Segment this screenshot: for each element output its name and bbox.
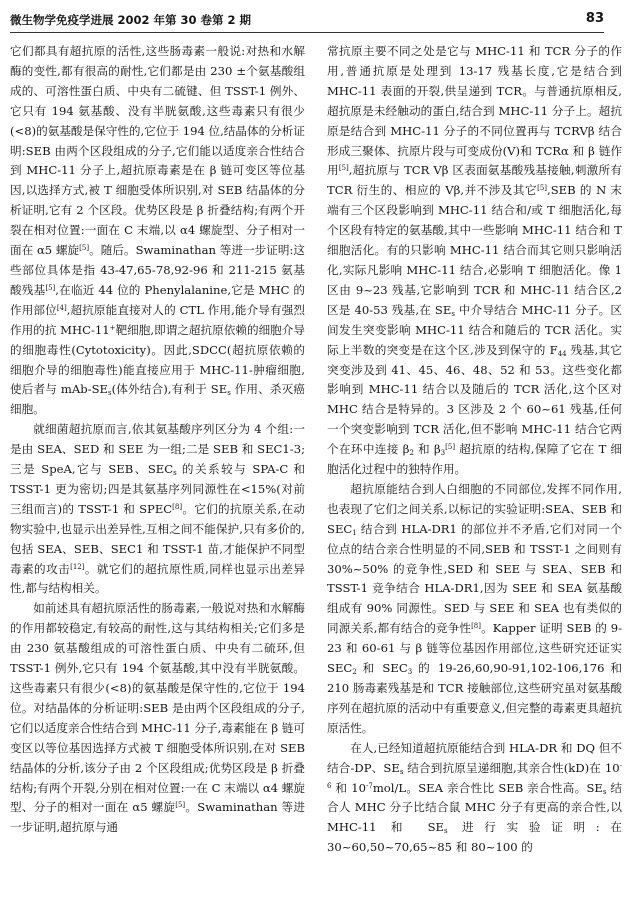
superscript: [8] xyxy=(471,622,481,631)
superscript: + xyxy=(109,323,116,332)
subscript: 1 xyxy=(352,528,357,537)
text-run: 就细菌超抗原而言,依其氨基酸序列区分为 4 个组:一是由 SEA、SED 和 SEE 为一组;二是 SEB 和 SEC1-3;三是 SpeA,它与 SEB、SEC xyxy=(10,422,305,477)
page-number: 83 xyxy=(585,11,604,26)
text-run: 进行实验证明:在 30~60,50~70,65~85 和 80~100 的 xyxy=(327,820,622,855)
paragraph xyxy=(10,420,305,599)
paragraph xyxy=(327,739,622,858)
right-column xyxy=(327,42,622,858)
paragraph xyxy=(10,599,305,838)
superscript: [5] xyxy=(175,801,186,810)
superscript: -6 xyxy=(327,761,622,790)
subscript: s xyxy=(227,389,231,398)
superscript: [12] xyxy=(70,562,85,571)
superscript: [5] xyxy=(537,184,548,193)
superscript: [5] xyxy=(445,443,456,452)
paragraph xyxy=(327,42,622,480)
subscript: s xyxy=(173,469,177,478)
text-run: 。就它们的超抗原性质,同样也显示出差异性,都与结构相关。 xyxy=(10,561,305,596)
text-run: 如前述具有超抗原活性的肠毒素,一般说对热和水解酶的作用都较稳定,有较高的耐性,这与其结构相关;它们多是由 230 氨基酸组成的可溶性蛋白质、中央有二硫环,但 TSST-1 例外,它只有 194 个氨基酸,其中没有半胱氨酸。这些毒素只有很少(<8)的氨基酸是保守性的,它位于 194 位。对结晶体的分析证明:SEB 是由两个区段组成的分子,它们以适度亲合性结合到 MHC-11 分子,毒素能在 β 链可变区以等位基因选择方式被 T 细胞受体所识别,在对 SEB 结晶体的分析,该分子由 2 个区段组成;优势区段是 β 折叠结构;有两个开裂,分别在相对位置:一在 C 末端以 α4 螺旋型、分子的相对一面在 α5 螺旋 xyxy=(10,601,305,815)
superscript: [5] xyxy=(45,283,56,292)
subscript: s xyxy=(107,389,112,398)
text-run: 的关系较与 SPA-C 和 TSST-1 更为密切;四是其氨基序列同源性在<15%(对前三组而言)的 TSST-1 和 SPEC xyxy=(10,462,305,516)
paragraph xyxy=(327,480,622,739)
text-run: 和 SEC xyxy=(356,661,408,676)
left-column xyxy=(10,42,305,838)
superscript: [5] xyxy=(79,244,90,253)
text-run: 结合人 MHC 分子比结合鼠 MHC 分子有更高的亲合性,以 MHC-11 和 SE xyxy=(327,780,623,835)
subscript: 3 xyxy=(440,449,446,458)
subscript: s xyxy=(444,827,448,836)
subscript: s xyxy=(399,767,404,776)
text-run: 超抗原能结合到人白细胞的不同部位,发挥不同作用,也表现了它们之间关系,以标记的实验证明:SEA、SEB 和 SEC xyxy=(327,481,622,536)
text-run: mol/L。SEA 亲合性比 SEB 亲合性高。SE xyxy=(372,780,603,795)
superscript: [4] xyxy=(56,303,67,312)
text-run: 它们都具有超抗原的活性,这些肠毒素一般说:对热和水解酶的变性,都有很高的耐性,它们都是由 230 ±个氨基酸组成的、可溶性蛋白质、中央有二硫键、但 TSST-1 例外、它只有 194 氨基酸、没有半胱氨酸,这些毒素只有很少(<8)的氨基酸是保守性的,它位于 194 位,结晶体的分析证明:SEB 由两个区段组成的分子,它们能以适度亲合性结合到 MHC-11 分子上,超抗原毒素是在 β 链可变区等位基因,以选择方式,被 T 细胞受体所识别,对 SEB 结晶体的分析证明,它有 2 个区段。优势区段是 β 折叠结构;有两个开裂在相对位置:一面在 C 末端,以 α4 螺旋型、分子相对一面在 α5 螺旋 xyxy=(10,44,305,258)
text-run: ,SEB 的 N 末端有三个区段影响到 MHC-11 结合和/或 T 细胞活化,每个区段有特定的氨基酸,其中一些影响 MHC-11 结合和 T 细胞活化。有的只影响 MHC-11 结合而其它则只影响活化,实际凡影响 MHC-11 结合,必影响 T 细胞活化。像 1 区由 9~23 残基,它影响到 TCR 和 MHC-11 结合区,2 区是 40-53 残基,在 SE xyxy=(327,183,623,317)
text-run: ,在临近 44 位的 Phenylalanine,它是 MHC 的作用部位 xyxy=(10,282,305,317)
text-run: 中介导结合 MHC-11 分子。区间发生突变影响 MHC-11 结合和随后的 TCR 活化。实际上半数的突变是在这个区,涉及到保守的 F xyxy=(327,302,622,357)
text-run: 结合到 HLA-DR1 的部位并不矛盾,它们对同一个位点的结合亲合性明显的不同,SEB 和 TSST-1 之间则有 30%~50% 的竞争性,SED 和 SEE 与 SEA、SEB 和 TSST-1 竞争结合 HLA-DR1,因为 SEE 和 SEA 氨基酸组成有 90% 同源性。SED 与 SEE 和 SEA 也有类似的同源关系,都有结合的竞争性 xyxy=(327,521,622,636)
text-run: ,超抗原能直接对人的 CTL 作用,能介导有强烈作用的抗 MHC-11 xyxy=(10,302,305,337)
text-run: ,超抗原与 TCR Vβ 区表面氨基酸残基接触,刺激所有 TCR 衍生的、相应的 Vβ,并不涉及其它 xyxy=(327,163,622,198)
text-run: 。Swaminathan 等进一步证明,超抗原与通 xyxy=(10,800,305,835)
subscript: 2 xyxy=(352,668,357,677)
text-run: 残基,其它突变涉及到 41、45、46、48、52 和 53。这些变化都影响到 MHC-11 结合以及随后的 TCR 活化,这个区对 MHC 结合是特异的。3 区涉及 2 个 60~61 残基,任何一个突变影响到 TCR 活化,但不影响 MHC-11 结合它两个在环中连接 β xyxy=(327,342,622,457)
subscript: s xyxy=(602,787,607,796)
text-run: 超抗原的结构,保障了它在 T 细胞活化过程中的独特作用。 xyxy=(327,442,623,477)
journal-title: 微生物学免疫学进展 2002 年第 30 卷第 2 期 xyxy=(10,13,252,27)
text-run: 。Kapper 证明 SEB 的 9-23 和 60-61 与 β 链等位基因作用部位,这些研究还证实 SEC xyxy=(327,621,623,676)
text-run: 结合到抗原呈递细胞,其亲合性(kD)在 10 xyxy=(403,760,620,775)
text-run: 。随后。Swaminathan 等进一步证明:这些部位具体是指 43-47,65-78,92-96 和 211-215 氨基酸残基 xyxy=(10,243,305,297)
text-run: 。它们的抗原关系,在动物实验中,也显示出差异性,互相之间不能保护,只有多价的,包括 SEA、SEB、SEC1 和 TSST-1 苗,才能保护不同型毒素的攻击 xyxy=(10,501,305,576)
text-run: 和 β xyxy=(413,442,441,457)
text-run: (体外结合),有利于 SE xyxy=(111,382,228,397)
paragraph xyxy=(10,42,305,420)
text-run: 常抗原主要不同之处是它与 MHC-11 和 TCR 分子的作用,普通抗原是处理到 13-17 残基长度,它是结合到 MHC-11 表面的开裂,供呈递到 TCR。与普通抗原相反,超抗原是未经触动的蛋白,结合到 MHC-11 分子上。超抗原是结合到 MHC-11 分子的不同位置再与 TCRVβ 结合形成三聚体、抗原片段与可变成份(V)和 TCRα 和 β 链作用 xyxy=(327,44,622,178)
subscript: 3 xyxy=(407,668,413,677)
text-run: 和 10 xyxy=(331,780,366,795)
subscript: 2 xyxy=(409,449,414,458)
text-run: 作用、杀灭癌细胞。 xyxy=(10,382,306,417)
superscript: [5] xyxy=(338,164,349,173)
running-header xyxy=(10,8,604,33)
subscript: 44 xyxy=(557,349,567,358)
text-run: 的 19-26,60,90-91,102-106,176 和 210 肠毒素残基是和 TCR 接触部位,这些研究虽对氨基酸序列在超抗原的活动中有重要意义,但完整的毒素更具超抗原活性。 xyxy=(327,661,622,735)
superscript: -7 xyxy=(365,781,373,790)
subscript: s xyxy=(451,309,455,318)
text-run: 在人,已经知道超抗原能结合到 HLA-DR 和 DQ 但不结合-DP、SE xyxy=(327,740,622,775)
superscript: [8] xyxy=(172,502,183,511)
text-run: 靶细胞,即谓之超抗原依赖的细胞介导的细胞毒性(Cytotoxicity)。因此,SDCC(超抗原依赖的细胞介导的细胞毒性)能直接应用于 MHC-11-肿瘤细胞,使后者与 mAb-SE xyxy=(10,322,305,397)
